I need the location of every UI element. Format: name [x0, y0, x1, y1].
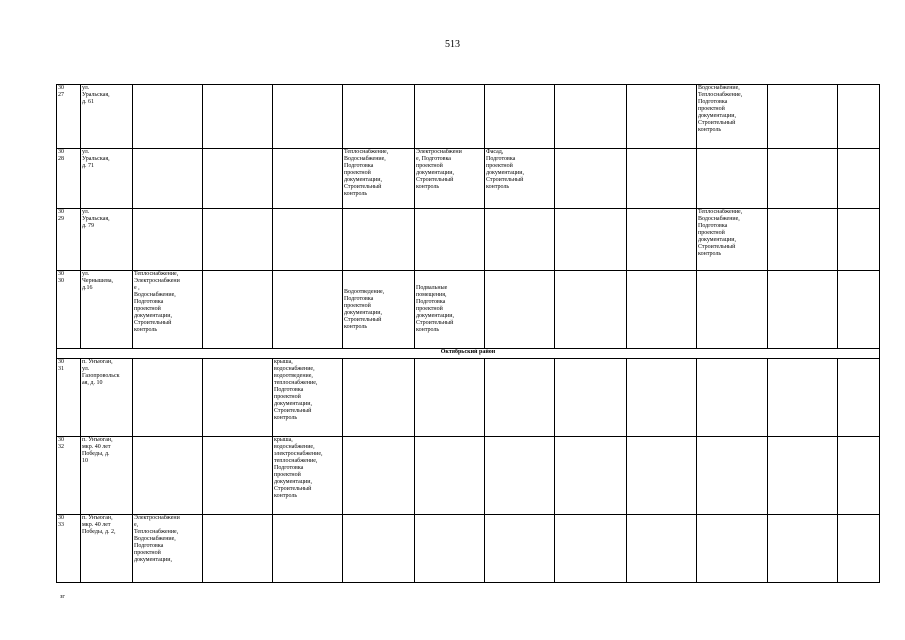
work-cell — [838, 359, 880, 437]
row-number-text: 30 33 — [58, 515, 64, 528]
work-cell — [838, 149, 880, 209]
address-cell — [81, 515, 133, 583]
footer-mark: зг — [60, 594, 65, 600]
work-cell — [555, 359, 627, 437]
district-title: Октябрьский район — [57, 349, 880, 359]
row-number — [57, 359, 81, 437]
work-description: Теплоснабжение, Водоснабжение, Подготовка проектной документации, Строительный контроль — [698, 209, 743, 257]
work-cell — [555, 85, 627, 149]
work-cell — [838, 209, 880, 271]
district-header-row — [57, 349, 880, 359]
work-cell — [838, 437, 880, 515]
row-number-text: 30 27 — [58, 85, 64, 98]
work-cell — [273, 359, 343, 437]
work-description: крыша, водоснабжение, водоотведение, теплоснабжение, Подготовка проектной документации, Строительный контроль — [274, 359, 318, 421]
work-cell — [343, 85, 415, 149]
table-row — [57, 209, 880, 271]
table-row — [57, 515, 880, 583]
work-cell — [343, 515, 415, 583]
work-description: Электроснабжени е, Подготовка проектной документации, Строительный контроль — [416, 149, 462, 190]
work-cell — [273, 149, 343, 209]
work-cell — [555, 209, 627, 271]
work-cell — [203, 209, 273, 271]
address-text: ул. Уральская, д. 79 — [82, 209, 110, 229]
work-cell — [415, 85, 485, 149]
row-number-text: 30 30 — [58, 271, 64, 284]
address-text: ул. Чернышева, д.16 — [82, 271, 114, 291]
table-row — [57, 437, 880, 515]
work-cell — [485, 85, 555, 149]
work-description: Подвальные помещения, Подготовка проектной документации, Строительный контроль — [416, 285, 454, 333]
work-cell — [697, 85, 768, 149]
work-description: Водоснабжение, Теплоснабжение, Подготовка проектной документации, Строительный контроль — [698, 85, 743, 133]
row-number — [57, 271, 81, 349]
work-cell — [133, 359, 203, 437]
work-cell — [133, 437, 203, 515]
work-cell — [838, 271, 880, 349]
work-cell — [627, 437, 697, 515]
work-cell — [343, 437, 415, 515]
address-cell — [81, 149, 133, 209]
work-cell — [697, 359, 768, 437]
work-cell — [133, 85, 203, 149]
table-body-top — [57, 85, 880, 349]
row-number-text: 30 31 — [58, 359, 64, 372]
work-cell — [485, 209, 555, 271]
row-number-text: 30 32 — [58, 437, 64, 450]
address-cell — [81, 209, 133, 271]
district-section — [57, 349, 880, 359]
work-cell — [133, 209, 203, 271]
work-cell — [415, 271, 485, 349]
address-cell — [81, 85, 133, 149]
work-cell — [133, 515, 203, 583]
address-text: п. Унъюган, мкр. 40 лет Победы, д. 10 — [82, 437, 113, 464]
work-cell — [343, 271, 415, 349]
work-cell — [697, 209, 768, 271]
work-cell — [203, 85, 273, 149]
work-cell — [768, 149, 838, 209]
work-description: Теплоснабжение, Водоснабжение, Подготовка проектной документации, Строительный контроль — [344, 149, 389, 197]
work-cell — [697, 437, 768, 515]
table-row — [57, 359, 880, 437]
address-text: п. Унъюган, ул. Газопровольск ая, д. 10 — [82, 359, 120, 386]
row-number — [57, 437, 81, 515]
address-text: ул. Уральская, д. 71 — [82, 149, 110, 169]
work-cell — [838, 515, 880, 583]
repair-schedule-table — [56, 84, 880, 583]
work-cell — [415, 359, 485, 437]
work-description: Электроснабжени е, Теплоснабжение, Водоснабжение, Подготовка проектной документации, — [134, 515, 180, 563]
row-number — [57, 515, 81, 583]
work-cell — [627, 359, 697, 437]
row-number-text: 30 28 — [58, 149, 64, 162]
address-cell — [81, 271, 133, 349]
work-cell — [273, 437, 343, 515]
work-cell — [415, 149, 485, 209]
row-number — [57, 85, 81, 149]
row-number-text: 30 29 — [58, 209, 64, 222]
work-cell — [485, 437, 555, 515]
work-cell — [133, 271, 203, 349]
work-description: Водоотведение, Подготовка проектной документации, Строительный контроль — [344, 288, 385, 330]
table-row — [57, 271, 880, 349]
work-cell — [627, 209, 697, 271]
work-cell — [203, 149, 273, 209]
work-description: Теплоснабжение, Электроснабжени е , Водоснабжение, Подготовка проектной документации, Строительный контроль — [134, 271, 180, 333]
work-cell — [555, 149, 627, 209]
address-cell — [81, 437, 133, 515]
work-cell — [203, 515, 273, 583]
work-cell — [838, 85, 880, 149]
work-cell — [627, 149, 697, 209]
row-number — [57, 209, 81, 271]
address-text: п. Унъюган, мкр. 40 лет Победы, д. 2, — [82, 515, 116, 535]
work-cell — [697, 149, 768, 209]
work-cell — [343, 209, 415, 271]
work-cell — [485, 359, 555, 437]
work-cell — [273, 515, 343, 583]
work-cell — [627, 85, 697, 149]
work-cell — [555, 515, 627, 583]
page-number: 513 — [445, 39, 460, 50]
work-cell — [768, 85, 838, 149]
work-cell — [485, 515, 555, 583]
work-cell — [203, 271, 273, 349]
work-cell — [343, 149, 415, 209]
work-cell — [555, 437, 627, 515]
work-cell — [343, 359, 415, 437]
work-cell — [627, 271, 697, 349]
work-cell — [415, 515, 485, 583]
work-cell — [768, 359, 838, 437]
work-description: Фасад, Подготовка проектной документации, Строительный контроль — [486, 149, 524, 190]
work-cell — [133, 149, 203, 209]
work-cell — [697, 515, 768, 583]
work-cell — [627, 515, 697, 583]
work-cell — [203, 359, 273, 437]
work-cell — [415, 209, 485, 271]
work-cell — [768, 515, 838, 583]
row-number — [57, 149, 81, 209]
work-cell — [415, 437, 485, 515]
work-cell — [203, 437, 273, 515]
work-cell — [768, 271, 838, 349]
work-cell — [273, 85, 343, 149]
work-cell — [273, 271, 343, 349]
table-row — [57, 149, 880, 209]
work-cell — [697, 271, 768, 349]
work-cell — [485, 149, 555, 209]
address-text: ул. Уральская, д. 61 — [82, 85, 110, 105]
work-cell — [555, 271, 627, 349]
work-cell — [768, 209, 838, 271]
table-row — [57, 85, 880, 149]
work-cell — [485, 271, 555, 349]
work-cell — [768, 437, 838, 515]
work-description: крыша, водоснабжение, электроснабжение, теплоснабжение, Подготовка проектной документации, Строительный контроль — [274, 437, 323, 499]
table-body-bottom — [57, 359, 880, 583]
work-cell — [273, 209, 343, 271]
address-cell — [81, 359, 133, 437]
